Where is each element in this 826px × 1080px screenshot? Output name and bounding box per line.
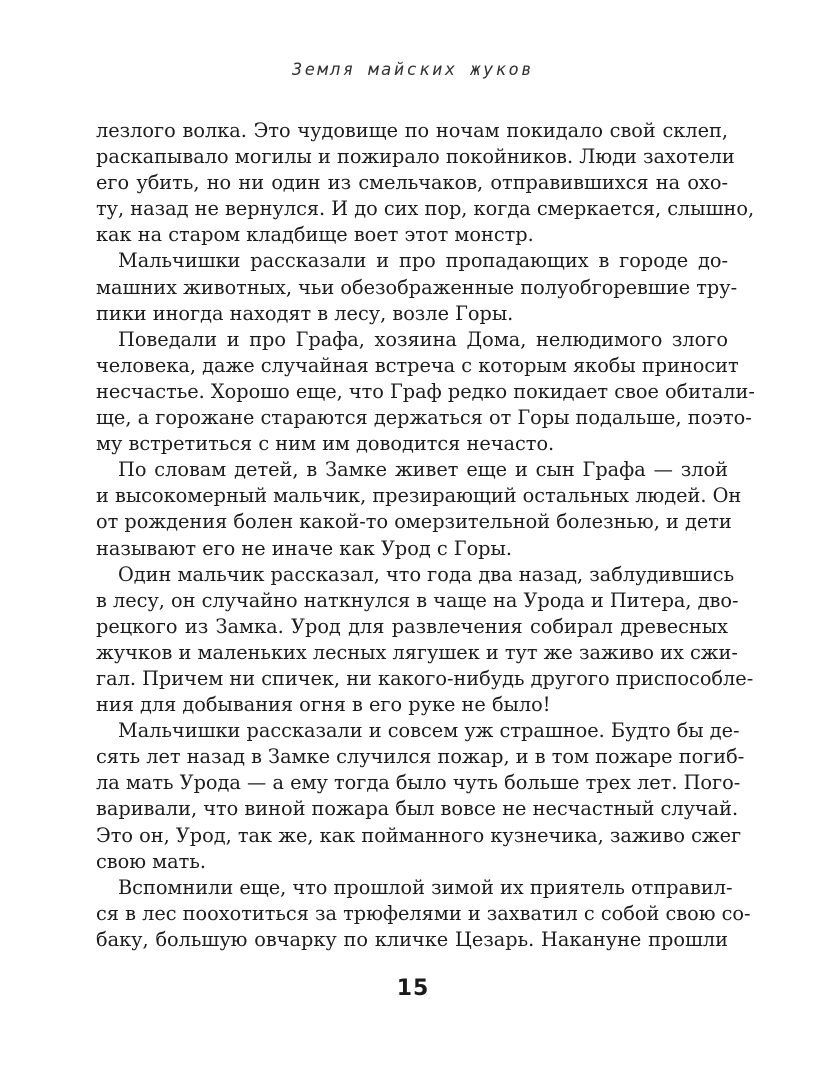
text-line: человека, даже случайная встреча с которым якобы приносит <box>96 353 739 377</box>
running-head: Земля майских жуков <box>292 60 534 80</box>
text-line: Мальчишки рассказали и про пропадающих в городе до- <box>118 249 728 273</box>
text-line: машних животных, чьи обезображенные полуобгоревшие тру- <box>96 275 738 299</box>
text-line: свою мать. <box>96 849 206 873</box>
text-line: его убить, но ни один из смельчаков, отправившихся на охо- <box>96 171 728 195</box>
text-line: Поведали и про Графа, хозяина Дома, нелюдимого злого <box>118 327 728 351</box>
text-line: лезлого волка. Это чудовище по ночам покидало свой склеп, <box>96 119 728 142</box>
text-line: му встретиться с ним им доводится нечасто. <box>96 432 555 456</box>
text-line: ния для добывания огня в его руке не было! <box>96 693 551 717</box>
text-line: ла мать Урода — а ему тогда было чуть больше трех лет. Пого- <box>96 771 741 795</box>
text-line: раскапывало могилы и пожирало покойников. Люди захотели <box>96 145 735 169</box>
text-line: По словам детей, в Замке живет еще и сын Графа — злой <box>118 458 728 482</box>
text-line: баку, большую овчарку по кличке Цезарь. Накануне прошли <box>96 927 728 951</box>
text-line: и высокомерный мальчик, презирающий остальных людей. Он <box>96 484 742 508</box>
text-line: от рождения болен какой-то омерзительной болезнью, и дети <box>96 510 732 534</box>
text-line: Мальчишки рассказали и совсем уж страшное. Будто бы де- <box>118 719 740 743</box>
text-line: называют его не иначе как Урод с Горы. <box>96 536 512 560</box>
text-line: ся в лес поохотиться за трюфелями и захватил с собой свою со- <box>96 901 751 925</box>
text-line: рецкого из Замка. Урод для развлечения собирал древесных <box>96 614 728 638</box>
text-line: ту, назад не вернулся. И до сих пор, когда смеркается, слышно, <box>96 197 755 221</box>
text-line: пики иногда находят в лесу, возле Горы. <box>96 301 514 325</box>
text-line: жучков и маленьких лесных лягушек и тут же заживо их сжи- <box>96 640 738 664</box>
text-line: Один мальчик рассказал, что года два назад, заблудившись <box>118 562 735 586</box>
page-number: 15 <box>396 976 430 1001</box>
text-line: несчастье. Хорошо еще, что Граф редко покидает свое обитали- <box>96 379 755 403</box>
text-line: Это он, Урод, так же, как пойманного кузнечика, заживо сжег <box>96 823 742 847</box>
text-line: гал. Причем ни спичек, ни какого-нибудь другого приспособле- <box>96 666 754 690</box>
text-line: Вспомнили еще, что прошлой зимой их приятель отправил- <box>118 875 733 899</box>
text-line: в лесу, он случайно наткнулся в чаще на Урода и Питера, дво- <box>96 588 739 612</box>
text-line: как на старом кладбище воет этот монстр. <box>96 223 534 247</box>
text-line: варивали, что виной пожара был вовсе не несчастный случай. <box>96 797 739 821</box>
body-text <box>96 118 755 953</box>
text-line: ще, а горожане стараются держаться от Горы подальше, поэто- <box>96 406 752 430</box>
text-line: сять лет назад в Замке случился пожар, и в том пожаре погиб- <box>96 745 745 769</box>
